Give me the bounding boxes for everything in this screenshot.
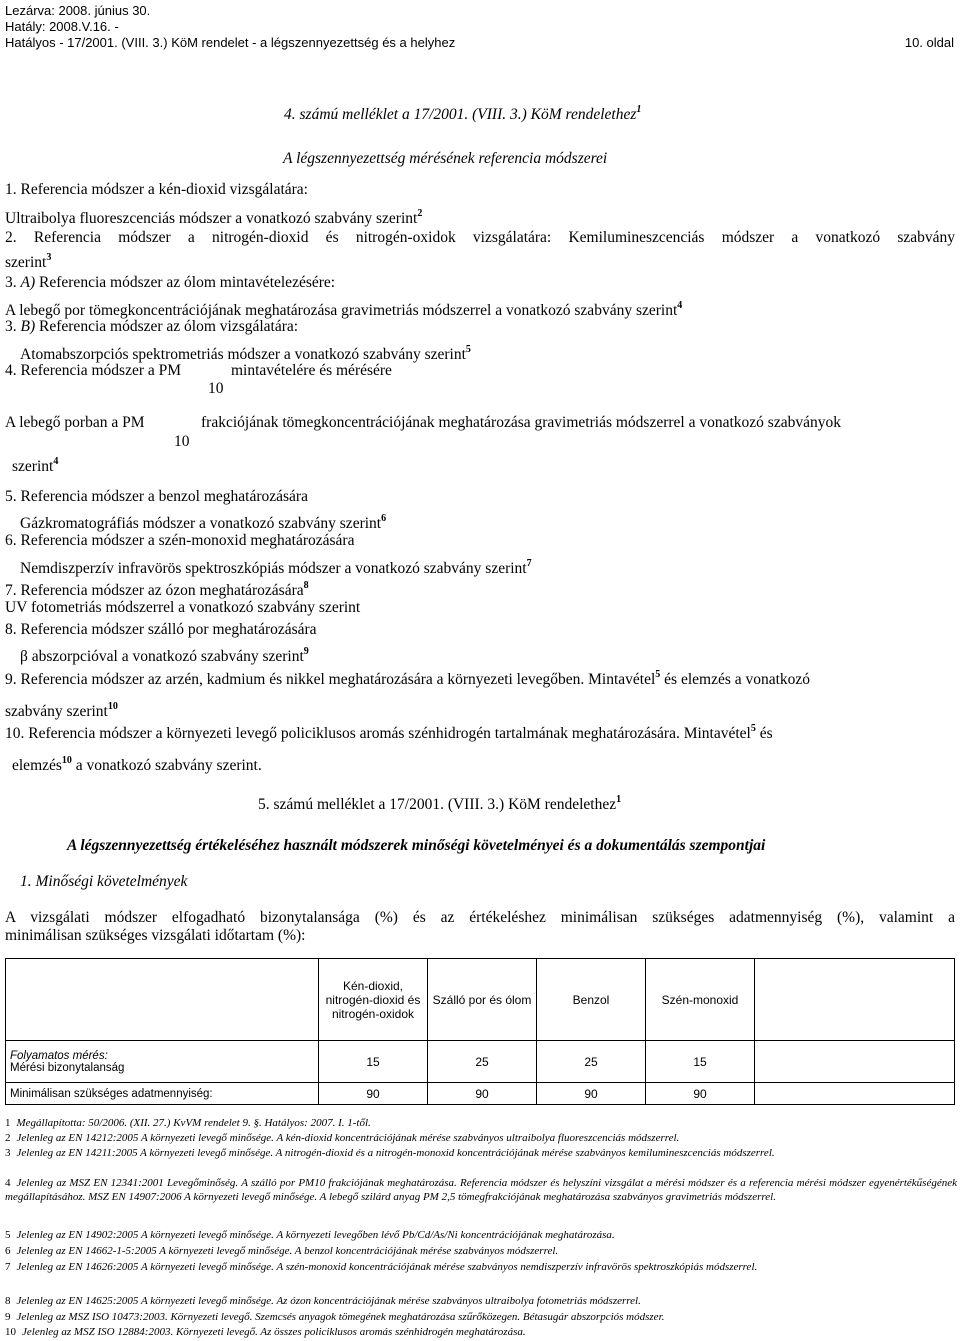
footnote-4: 4 Jelenleg az MSZ EN 12341:2001 Levegőminőség. A szálló por PM10 frakciójának meghatározása. Referencia módszer és helyszíni vizsgálat a mérési módszer és a referencia mérési módszer egyenértékűségének megállapításához. MSZ EN 14907:2006 A környezeti levegő minősége. A lebegő szilárd anyag PM 2,5 tömegfrakciójának meghatározása szabványos gravimetriás módszerrel.	[5, 1177, 957, 1203]
section-3a-text: A lebegő por tömegkoncentrációjának meghatározása gravimetriás módszerrel a vonatkozó szabvány szerint$^4$	[5, 300, 683, 319]
annex5-section-1-heading: 1. Minőségi követelmények	[20, 873, 188, 890]
table-empty-cell	[755, 959, 955, 1041]
table-cell: 15	[319, 1041, 428, 1083]
section-5-heading: 5. Referencia módszer a benzol meghatározására	[5, 488, 308, 505]
section-8-text: β abszorpcióval a vonatkozó szabvány szerint$^9$	[20, 646, 309, 665]
table-cell: 25	[537, 1041, 646, 1083]
section-6-text: Nemdiszperzív infravörös spektroszkópiás módszer a vonatkozó szabvány szerint$^7$	[20, 558, 532, 577]
table-cell: 25	[428, 1041, 537, 1083]
section-8-heading: 8. Referencia módszer szálló por meghatározására	[5, 621, 317, 638]
section-1-heading: 1. Referencia módszer a kén-dioxid vizsgálatára:	[5, 181, 308, 198]
footnote-5: 5 Jelenleg az EN 14902:2005 A környezeti levegő minősége. A környezeti levegőben lévő Pb/Cd/As/Ni koncentrációjának meghatározása.	[5, 1229, 615, 1241]
footnote-3: 3 Jelenleg az EN 14211:2005 A környezeti levegő minősége. A nitrogén-dioxid és a nitrogén-monoxid koncentrációjának mérése szabványos kemilumineszcenciás módszerrel.	[5, 1147, 775, 1159]
section-3b-text: Atomabszorpciós spektrometriás módszer a vonatkozó szabvány szerint$^5$	[20, 344, 471, 363]
section-9-line2: szabvány szerint$^{10}$	[5, 701, 118, 720]
section-1-text: Ultraibolya fluoreszcenciás módszer a vonatkozó szabvány szerint$^2$	[5, 208, 423, 227]
section-6-heading: 6. Referencia módszer a szén-monoxid meghatározására	[5, 532, 355, 549]
header-page-number: 10. oldal	[904, 35, 954, 50]
header-closed-date: Lezárva: 2008. június 30.	[5, 3, 151, 18]
annex5-intro-line1: A vizsgálati módszer elfogadható bizonytalansága (%) és az értékeléshez minimálisan szükséges adatmennyiség (%), valamint a	[5, 909, 955, 926]
annex5-intro-line2: minimálisan szükséges vizsgálati időtartam (%):	[5, 927, 306, 944]
footnote-10: 10 Jelenleg az MSZ ISO 12884:2003. Környezeti levegő. Az összes policiklusos aromás szénhidrogén meghatározása.	[5, 1326, 526, 1338]
section-9-line1: 9. Referencia módszer az arzén, kadmium és nikkel meghatározására a környezeti levegőben. Mintavétel$^5$ és elemzés a vonatkozó	[5, 669, 811, 688]
table-header-cell: Benzol	[537, 959, 646, 1041]
section-2-line2: szerint$^3$	[5, 252, 52, 271]
footnote-7: 7 Jelenleg az EN 14626:2005 A környezeti levegő minősége. A szén-monoxid koncentrációjának mérése szabványos nemdiszperzív infravörös spektroszkópiás módszerrel.	[5, 1261, 758, 1273]
section-4-heading-subscript: 10	[208, 380, 224, 397]
table-row	[6, 1083, 955, 1105]
footnote-6: 6 Jelenleg az EN 14662-1-5:2005 A környezeti levegő minősége. A benzol koncentrációjának mérése szabványos módszerrel.	[5, 1245, 559, 1257]
table-cell: 90	[646, 1083, 755, 1105]
table-row	[6, 1041, 955, 1083]
annex5-title: 5. számú melléklet a 17/2001. (VIII. 3.) KöM rendelethez$^1$	[258, 794, 622, 813]
section-3b-heading: 3. B) Referencia módszer az ólom vizsgálatára:	[5, 318, 299, 335]
section-4-text-subscript: 10	[174, 433, 190, 450]
section-4-text-b: frakciójának tömegkoncentrációjának meghatározása gravimetriás módszerrel a vonatkozó szabványok	[201, 414, 841, 431]
section-4-text-c: szerint$^4$	[12, 456, 59, 475]
section-2-line1: 2. Referencia módszer a nitrogén-dioxid és nitrogén-oxidok vizsgálatára: Kemilumineszcenciás módszer a vonatkozó szabvány	[5, 229, 955, 246]
table-cell: 90	[319, 1083, 428, 1105]
footnote-1: 1 Megállapította: 50/2006. (XII. 27.) KvVM rendelet 9. §. Hatályos: 2007. I. 1-től.	[5, 1117, 371, 1129]
table-header-cell: Szálló por és ólom	[428, 959, 537, 1041]
section-4-heading: 4. Referencia módszer a PM	[5, 362, 182, 379]
annex4-title: 4. számú melléklet a 17/2001. (VIII. 3.) KöM rendelethez$^1$	[284, 104, 642, 123]
footnote-2: 2 Jelenleg az EN 14212:2005 A környezeti levegő minősége. A kén-dioxid koncentrációjának mérése szabványos ultraibolya fluoreszcenciás módszerrel.	[5, 1132, 680, 1144]
header-regulation-title: Hatályos - 17/2001. (VIII. 3.) KöM rendelet - a légszennyezettség és a helyhez	[5, 35, 456, 50]
quality-requirements-table	[5, 958, 955, 1105]
section-5-text: Gázkromatográfiás módszer a vonatkozó szabvány szerint$^6$	[20, 513, 387, 532]
table-empty-cell	[755, 1041, 955, 1083]
table-row-label: Minimálisan szükséges adatmennyiség:	[6, 1083, 319, 1105]
section-4-heading-rest: mintavételére és mérésére	[231, 362, 392, 379]
annex5-subtitle: A légszennyezettség értékeléséhez használt módszerek minőségi követelményei és a dokumentálás szempontjai	[67, 837, 766, 854]
section-7-text: UV fotometriás módszerrel a vonatkozó szabvány szerint	[5, 599, 361, 616]
section-4-text-a: A lebegő porban a PM	[5, 414, 145, 431]
table-header-cell: Kén-dioxid, nitrogén-dioxid és nitrogén-oxidok	[319, 959, 428, 1041]
table-empty-cell	[755, 1083, 955, 1105]
table-header-row	[6, 959, 955, 1041]
section-3a-heading: 3. A) Referencia módszer az ólom mintavételezésére:	[5, 274, 336, 291]
annex4-subtitle: A légszennyezettség mérésének referencia módszerei	[283, 150, 608, 167]
table-cell: 90	[537, 1083, 646, 1105]
section-7-heading: 7. Referencia módszer az ózon meghatározására$^8$	[5, 580, 309, 599]
footnote-8: 8 Jelenleg az EN 14625:2005 A környezeti levegő minősége. Az ózon koncentrációjának mérése szabványos ultraibolya fotometriás módszerrel.	[5, 1295, 641, 1307]
table-header-cell: Szén-monoxid	[646, 959, 755, 1041]
table-cell: 90	[428, 1083, 537, 1105]
section-10-line1: 10. Referencia módszer a környezeti levegő policiklusos aromás szénhidrogén tartalmának meghatározására. Mintavétel$^5$ és	[5, 723, 773, 742]
table-row-label: Folyamatos mérés: Mérési bizonytalanság	[6, 1041, 319, 1083]
header-effect-date: Hatály: 2008.V.16. -	[5, 19, 119, 34]
table-corner-cell	[6, 959, 319, 1041]
footnote-9: 9 Jelenleg az MSZ ISO 10473:2003. Környezeti levegő. Szemcsés anyagok tömegének meghatározása szűrőközegen. Bétasugár abszorpciós módszer.	[5, 1311, 665, 1323]
section-10-line2: elemzés$^{10}$ a vonatkozó szabvány szerint.	[12, 755, 262, 774]
table-cell: 15	[646, 1041, 755, 1083]
